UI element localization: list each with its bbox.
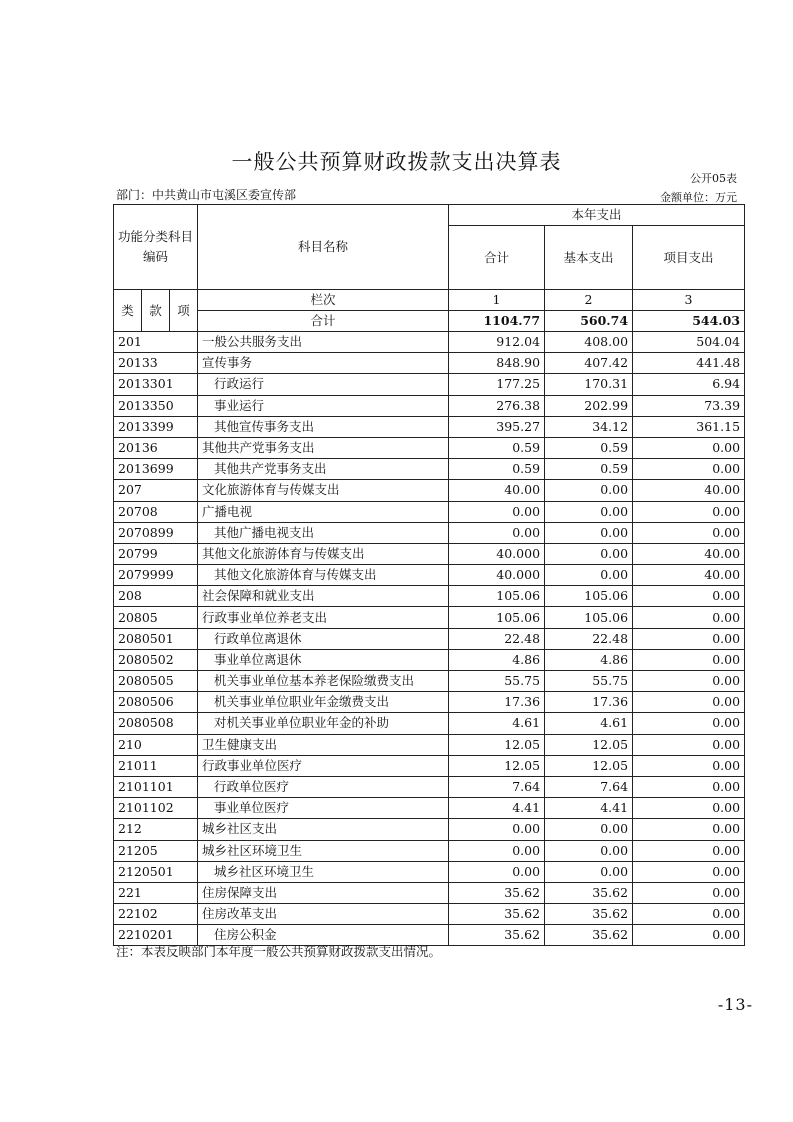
row-name: 机关事业单位基本养老保险缴费支出 xyxy=(198,671,449,692)
row-code: 20799 xyxy=(114,543,198,564)
row-name: 行政运行 xyxy=(198,374,449,395)
row-name: 卫生健康支出 xyxy=(198,734,449,755)
row-project: 0.00 xyxy=(633,437,745,458)
header-lei: 类 xyxy=(114,290,142,332)
table-row xyxy=(114,713,745,734)
row-name: 一般公共服务支出 xyxy=(198,332,449,353)
header-xiang: 项 xyxy=(170,290,198,332)
row-project: 0.00 xyxy=(633,501,745,522)
row-code: 210 xyxy=(114,734,198,755)
row-basic: 35.62 xyxy=(545,925,633,946)
totals-basic: 560.74 xyxy=(545,311,633,332)
row-code: 2080502 xyxy=(114,649,198,670)
header-col1: 1 xyxy=(449,290,545,311)
row-name: 行政事业单位医疗 xyxy=(198,755,449,776)
row-total: 0.00 xyxy=(449,819,545,840)
row-name: 行政事业单位养老支出 xyxy=(198,607,449,628)
row-code: 208 xyxy=(114,586,198,607)
table-row xyxy=(114,480,745,501)
row-project: 0.00 xyxy=(633,586,745,607)
row-name: 住房公积金 xyxy=(198,925,449,946)
row-basic: 0.00 xyxy=(545,565,633,586)
row-total: 35.62 xyxy=(449,925,545,946)
row-total: 35.62 xyxy=(449,904,545,925)
table-row xyxy=(114,671,745,692)
row-basic: 408.00 xyxy=(545,332,633,353)
table-row xyxy=(114,607,745,628)
table-row xyxy=(114,501,745,522)
row-project: 0.00 xyxy=(633,904,745,925)
row-total: 848.90 xyxy=(449,353,545,374)
row-basic: 202.99 xyxy=(545,395,633,416)
row-total: 7.64 xyxy=(449,776,545,797)
row-basic: 105.06 xyxy=(545,607,633,628)
row-name: 文化旅游体育与传媒支出 xyxy=(198,480,449,501)
row-project: 0.00 xyxy=(633,628,745,649)
row-basic: 0.00 xyxy=(545,501,633,522)
row-name: 住房保障支出 xyxy=(198,882,449,903)
expenditure-table xyxy=(113,204,745,946)
row-code: 2120501 xyxy=(114,861,198,882)
table-row xyxy=(114,776,745,797)
row-basic: 12.05 xyxy=(545,755,633,776)
row-code: 2013350 xyxy=(114,395,198,416)
row-basic: 0.59 xyxy=(545,437,633,458)
row-code: 2013301 xyxy=(114,374,198,395)
row-project: 0.00 xyxy=(633,649,745,670)
row-project: 0.00 xyxy=(633,692,745,713)
row-name: 其他文化旅游体育与传媒支出 xyxy=(198,543,449,564)
row-name: 事业运行 xyxy=(198,395,449,416)
row-code: 2070899 xyxy=(114,522,198,543)
table-row xyxy=(114,798,745,819)
table-row xyxy=(114,522,745,543)
table-row xyxy=(114,586,745,607)
row-total: 4.41 xyxy=(449,798,545,819)
row-basic: 4.86 xyxy=(545,649,633,670)
row-name: 机关事业单位职业年金缴费支出 xyxy=(198,692,449,713)
row-total: 35.62 xyxy=(449,882,545,903)
row-project: 441.48 xyxy=(633,353,745,374)
row-basic: 0.59 xyxy=(545,459,633,480)
row-project: 0.00 xyxy=(633,607,745,628)
totals-label: 合计 xyxy=(198,311,449,332)
row-code: 212 xyxy=(114,819,198,840)
row-project: 0.00 xyxy=(633,522,745,543)
table-row xyxy=(114,543,745,564)
row-basic: 407.42 xyxy=(545,353,633,374)
row-code: 2080506 xyxy=(114,692,198,713)
row-basic: 35.62 xyxy=(545,882,633,903)
row-total: 12.05 xyxy=(449,734,545,755)
row-code: 20805 xyxy=(114,607,198,628)
row-basic: 0.00 xyxy=(545,522,633,543)
row-code: 21205 xyxy=(114,840,198,861)
row-name: 城乡社区环境卫生 xyxy=(198,840,449,861)
row-basic: 105.06 xyxy=(545,586,633,607)
row-project: 40.00 xyxy=(633,480,745,501)
row-code: 2013699 xyxy=(114,459,198,480)
row-name: 城乡社区环境卫生 xyxy=(198,861,449,882)
row-basic: 0.00 xyxy=(545,543,633,564)
header-this-year: 本年支出 xyxy=(449,205,745,226)
row-project: 73.39 xyxy=(633,395,745,416)
row-name: 其他文化旅游体育与传媒支出 xyxy=(198,565,449,586)
row-basic: 7.64 xyxy=(545,776,633,797)
row-project: 0.00 xyxy=(633,798,745,819)
row-project: 0.00 xyxy=(633,459,745,480)
row-project: 0.00 xyxy=(633,882,745,903)
table-row xyxy=(114,332,745,353)
row-total: 105.06 xyxy=(449,607,545,628)
table-row xyxy=(114,840,745,861)
table-row xyxy=(114,374,745,395)
row-total: 105.06 xyxy=(449,586,545,607)
row-name: 其他宣传事务支出 xyxy=(198,416,449,437)
row-total: 40.00 xyxy=(449,480,545,501)
row-code: 207 xyxy=(114,480,198,501)
row-basic: 35.62 xyxy=(545,904,633,925)
table-row xyxy=(114,734,745,755)
header-project: 项目支出 xyxy=(633,226,745,290)
row-total: 4.86 xyxy=(449,649,545,670)
row-name: 其他共产党事务支出 xyxy=(198,437,449,458)
row-name: 宣传事务 xyxy=(198,353,449,374)
row-name: 城乡社区支出 xyxy=(198,819,449,840)
header-column-order: 栏次 xyxy=(198,290,449,311)
row-project: 361.15 xyxy=(633,416,745,437)
row-name: 社会保障和就业支出 xyxy=(198,586,449,607)
row-total: 40.000 xyxy=(449,543,545,564)
row-project: 0.00 xyxy=(633,776,745,797)
row-code: 2080505 xyxy=(114,671,198,692)
header-kuan: 款 xyxy=(142,290,170,332)
row-project: 0.00 xyxy=(633,840,745,861)
header-col2: 2 xyxy=(545,290,633,311)
row-basic: 4.61 xyxy=(545,713,633,734)
row-basic: 0.00 xyxy=(545,480,633,501)
row-basic: 4.41 xyxy=(545,798,633,819)
row-basic: 55.75 xyxy=(545,671,633,692)
row-code: 2013399 xyxy=(114,416,198,437)
row-name: 其他广播电视支出 xyxy=(198,522,449,543)
totals-project: 544.03 xyxy=(633,311,745,332)
row-total: 40.000 xyxy=(449,565,545,586)
amount-unit: 金额单位：万元 xyxy=(660,191,737,204)
row-total: 395.27 xyxy=(449,416,545,437)
row-code: 20136 xyxy=(114,437,198,458)
row-project: 0.00 xyxy=(633,671,745,692)
row-name: 事业单位医疗 xyxy=(198,798,449,819)
row-code: 2080508 xyxy=(114,713,198,734)
row-project: 0.00 xyxy=(633,861,745,882)
row-total: 276.38 xyxy=(449,395,545,416)
row-code: 2079999 xyxy=(114,565,198,586)
row-basic: 170.31 xyxy=(545,374,633,395)
row-total: 912.04 xyxy=(449,332,545,353)
row-total: 0.00 xyxy=(449,501,545,522)
page-number: -13- xyxy=(717,995,753,1014)
table-row xyxy=(114,692,745,713)
row-total: 4.61 xyxy=(449,713,545,734)
row-name: 对机关事业单位职业年金的补助 xyxy=(198,713,449,734)
row-total: 0.59 xyxy=(449,437,545,458)
row-code: 2101101 xyxy=(114,776,198,797)
row-total: 55.75 xyxy=(449,671,545,692)
row-code: 22102 xyxy=(114,904,198,925)
table-row xyxy=(114,416,745,437)
header-basic: 基本支出 xyxy=(545,226,633,290)
row-total: 0.00 xyxy=(449,522,545,543)
table-row xyxy=(114,819,745,840)
row-project: 40.00 xyxy=(633,543,745,564)
row-basic: 34.12 xyxy=(545,416,633,437)
table-row xyxy=(114,395,745,416)
row-total: 22.48 xyxy=(449,628,545,649)
department-label: 部门：中共黄山市屯溪区委宣传部 xyxy=(116,188,297,202)
row-code: 20708 xyxy=(114,501,198,522)
row-code: 20133 xyxy=(114,353,198,374)
row-total: 0.00 xyxy=(449,861,545,882)
header-col3: 3 xyxy=(633,290,745,311)
row-basic: 0.00 xyxy=(545,819,633,840)
row-project: 504.04 xyxy=(633,332,745,353)
table-row xyxy=(114,904,745,925)
row-name: 行政单位医疗 xyxy=(198,776,449,797)
table-row xyxy=(114,882,745,903)
row-code: 2210201 xyxy=(114,925,198,946)
row-basic: 22.48 xyxy=(545,628,633,649)
row-basic: 0.00 xyxy=(545,861,633,882)
row-total: 0.59 xyxy=(449,459,545,480)
form-number: 公开05表 xyxy=(690,172,737,185)
row-total: 177.25 xyxy=(449,374,545,395)
row-basic: 17.36 xyxy=(545,692,633,713)
row-total: 17.36 xyxy=(449,692,545,713)
row-project: 6.94 xyxy=(633,374,745,395)
header-subject-name: 科目名称 xyxy=(198,205,449,290)
row-basic: 12.05 xyxy=(545,734,633,755)
row-project: 40.00 xyxy=(633,565,745,586)
row-name: 其他共产党事务支出 xyxy=(198,459,449,480)
row-name: 事业单位离退休 xyxy=(198,649,449,670)
table-title: 一般公共预算财政拨款支出决算表 xyxy=(231,150,562,174)
totals-total: 1104.77 xyxy=(449,311,545,332)
row-basic: 0.00 xyxy=(545,840,633,861)
row-code: 201 xyxy=(114,332,198,353)
table-row xyxy=(114,755,745,776)
header-total: 合计 xyxy=(449,226,545,290)
row-project: 0.00 xyxy=(633,755,745,776)
footnote: 注：本表反映部门本年度一般公共预算财政拨款支出情况。 xyxy=(116,944,442,959)
row-code: 221 xyxy=(114,882,198,903)
table-row xyxy=(114,565,745,586)
table-row xyxy=(114,353,745,374)
table-row xyxy=(114,649,745,670)
row-project: 0.00 xyxy=(633,713,745,734)
row-name: 行政单位离退休 xyxy=(198,628,449,649)
row-code: 21011 xyxy=(114,755,198,776)
row-name: 广播电视 xyxy=(198,501,449,522)
row-project: 0.00 xyxy=(633,819,745,840)
table-row xyxy=(114,861,745,882)
row-name: 住房改革支出 xyxy=(198,904,449,925)
row-project: 0.00 xyxy=(633,925,745,946)
row-total: 12.05 xyxy=(449,755,545,776)
table-row xyxy=(114,437,745,458)
table-row xyxy=(114,628,745,649)
table-row xyxy=(114,459,745,480)
header-func-code: 功能分类科目编码 xyxy=(114,205,198,290)
row-total: 0.00 xyxy=(449,840,545,861)
row-project: 0.00 xyxy=(633,734,745,755)
row-code: 2101102 xyxy=(114,798,198,819)
row-code: 2080501 xyxy=(114,628,198,649)
